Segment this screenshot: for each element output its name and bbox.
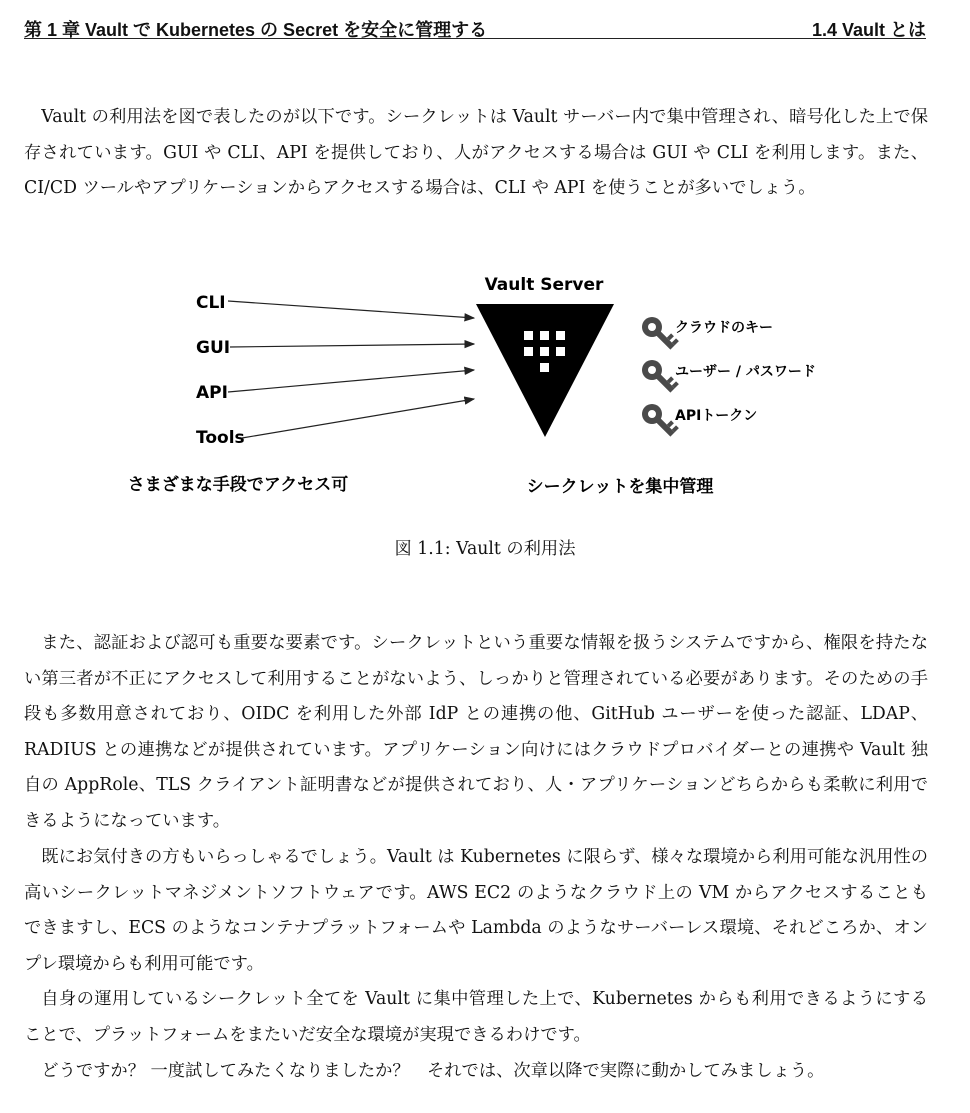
access-label-gui: GUI: [196, 338, 231, 358]
paragraph-versatility: 既にお気付きの方もいらっしゃるでしょう。Vault は Kubernetes に限らず、様々な環境から利用可能な汎用性の高いシークレットマネジメントソフトウェアです。AWS EC2 のようなクラウド上の VM からアクセスすることもできますし、ECS のようなコンテナプラットフォームや Lambda のようなサーバーレス環境、それどころか、オンプレ環境からも利用可能です。: [24, 847, 928, 974]
figure-caption: 図 1.1: Vault の利用法: [394, 539, 576, 559]
arrow-cli: [228, 301, 474, 318]
key-label-api-token: APIトークン: [675, 408, 758, 424]
key-icon: [638, 400, 680, 442]
key-icon: [638, 356, 680, 398]
vault-logo-icon: [476, 304, 614, 437]
access-caption: さまざまな手段でアクセス可: [127, 475, 349, 495]
key-label-user-password: ユーザー / パスワード: [675, 364, 816, 380]
section-title: 1.4 Vault とは: [811, 20, 926, 40]
paragraph-vault-usage: Vault の利用法を図で表したのが以下です。シークレットは Vault サーバー内で集中管理され、暗号化した上で保存されています。GUI や CLI、API を提供しており、人がアクセスする場合は GUI や CLI を利用します。また、CI/CD ツールやアプリケーションからアクセスする場合は、CLI や API を使うことが多いでしょう。: [24, 107, 928, 199]
vault-server-title: Vault Server: [484, 275, 604, 295]
access-label-api: API: [196, 383, 228, 403]
arrow-gui: [230, 344, 474, 347]
paragraph-auth: また、認証および認可も重要な要素です。シークレットという重要な情報を扱うシステムですから、権限を持たない第三者が不正にアクセスして利用することがないよう、しっかりと管理されている必要があります。そのための手段も多数用意されており、OIDC を利用した外部 IdP との連携の他、GitHub ユーザーを使った認証、LDAP、RADIUS との連携などが提供されています。アプリケーション向けにはクラウドプロバイダーとの連携や Vault 独自の AppRole、TLS クライアント証明書などが提供されており、人・アプリケーションどちらからも柔軟に利用できるようになっています。: [24, 633, 928, 831]
running-header: [24, 14, 926, 39]
paragraph-centralized: 自身の運用しているシークレット全てを Vault に集中管理した上で、Kubernetes からも利用できるようにすることで、プラットフォームをまたいだ安全な環境が実現できるわけです。: [24, 989, 928, 1045]
arrow-tools: [242, 399, 474, 438]
paragraph-closing: どうですか？ 一度試してみたくなりましたか？ それでは、次章以降で実際に動かしてみましょう。: [41, 1061, 825, 1081]
vault-usage-figure: [110, 262, 850, 512]
chapter-title: 第 1 章 Vault で Kubernetes の Secret を安全に管理する: [24, 20, 488, 40]
access-label-cli: CLI: [196, 293, 226, 313]
key-label-cloud: クラウドのキー: [675, 320, 773, 336]
access-label-tools: Tools: [196, 428, 245, 448]
key-icon: [638, 313, 680, 355]
management-caption: シークレットを集中管理: [526, 477, 714, 497]
vault-diagram: [110, 262, 850, 512]
arrow-api: [228, 370, 474, 392]
